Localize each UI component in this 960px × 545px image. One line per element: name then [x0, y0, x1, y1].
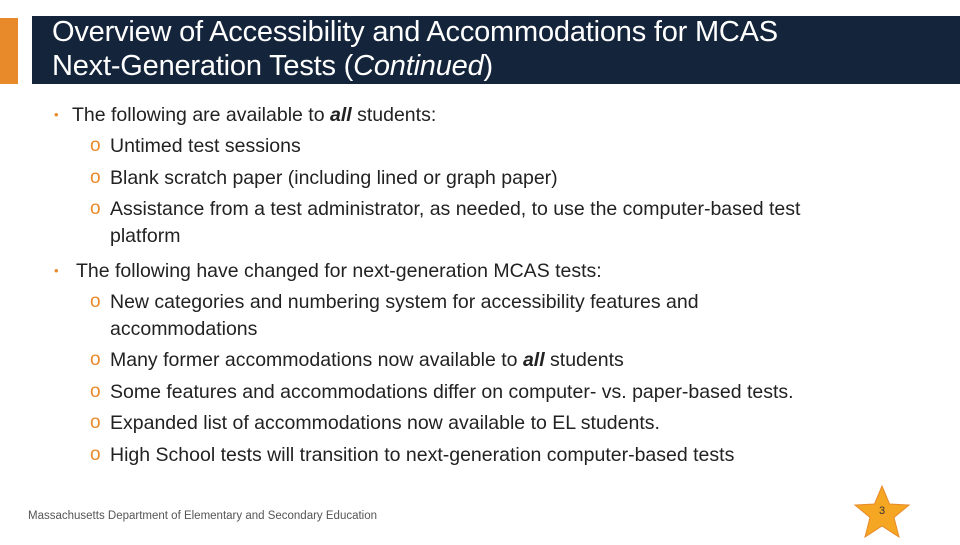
list-item: New categories and numbering system for accessibility features and — [110, 291, 699, 313]
list-item-continuation: platform — [110, 225, 181, 247]
sub-bullet-icon: o — [90, 135, 101, 156]
list-item: Some features and accommodations differ on computer- vs. paper-based tests. — [110, 381, 794, 403]
list-item: High School tests will transition to next-generation computer-based tests — [110, 444, 735, 466]
bullet-icon: • — [54, 263, 59, 278]
page-number-badge — [849, 484, 915, 540]
list-item: Blank scratch paper (including lined or graph paper) — [110, 167, 558, 189]
list-item: Expanded list of accommodations now available to EL students. — [110, 412, 660, 434]
title-line-2: Next-Generation Tests (Continued) — [52, 50, 493, 82]
sub-bullet-icon: o — [90, 198, 101, 219]
sub-bullet-icon: o — [90, 444, 101, 465]
list-item: Untimed test sessions — [110, 135, 301, 157]
sub-bullet-icon: o — [90, 412, 101, 433]
page-number: 3 — [878, 505, 886, 517]
sub-bullet-icon: o — [90, 381, 101, 402]
bullet-icon: • — [54, 107, 59, 122]
sub-bullet-icon: o — [90, 167, 101, 188]
list-item: Many former accommodations now available to all students — [110, 349, 624, 371]
sub-bullet-icon: o — [90, 349, 101, 370]
sub-bullet-icon: o — [90, 291, 101, 312]
list-item-continuation: accommodations — [110, 318, 258, 340]
footer-text: Massachusetts Department of Elementary and Secondary Education — [28, 510, 378, 522]
list-item: Assistance from a test administrator, as needed, to use the computer-based test — [110, 198, 801, 220]
section-2-heading: The following have changed for next-generation MCAS tests: — [76, 260, 602, 282]
title-line-1: Overview of Accessibility and Accommodations for MCAS — [52, 16, 778, 48]
section-1-heading: The following are available to all students: — [72, 104, 437, 126]
